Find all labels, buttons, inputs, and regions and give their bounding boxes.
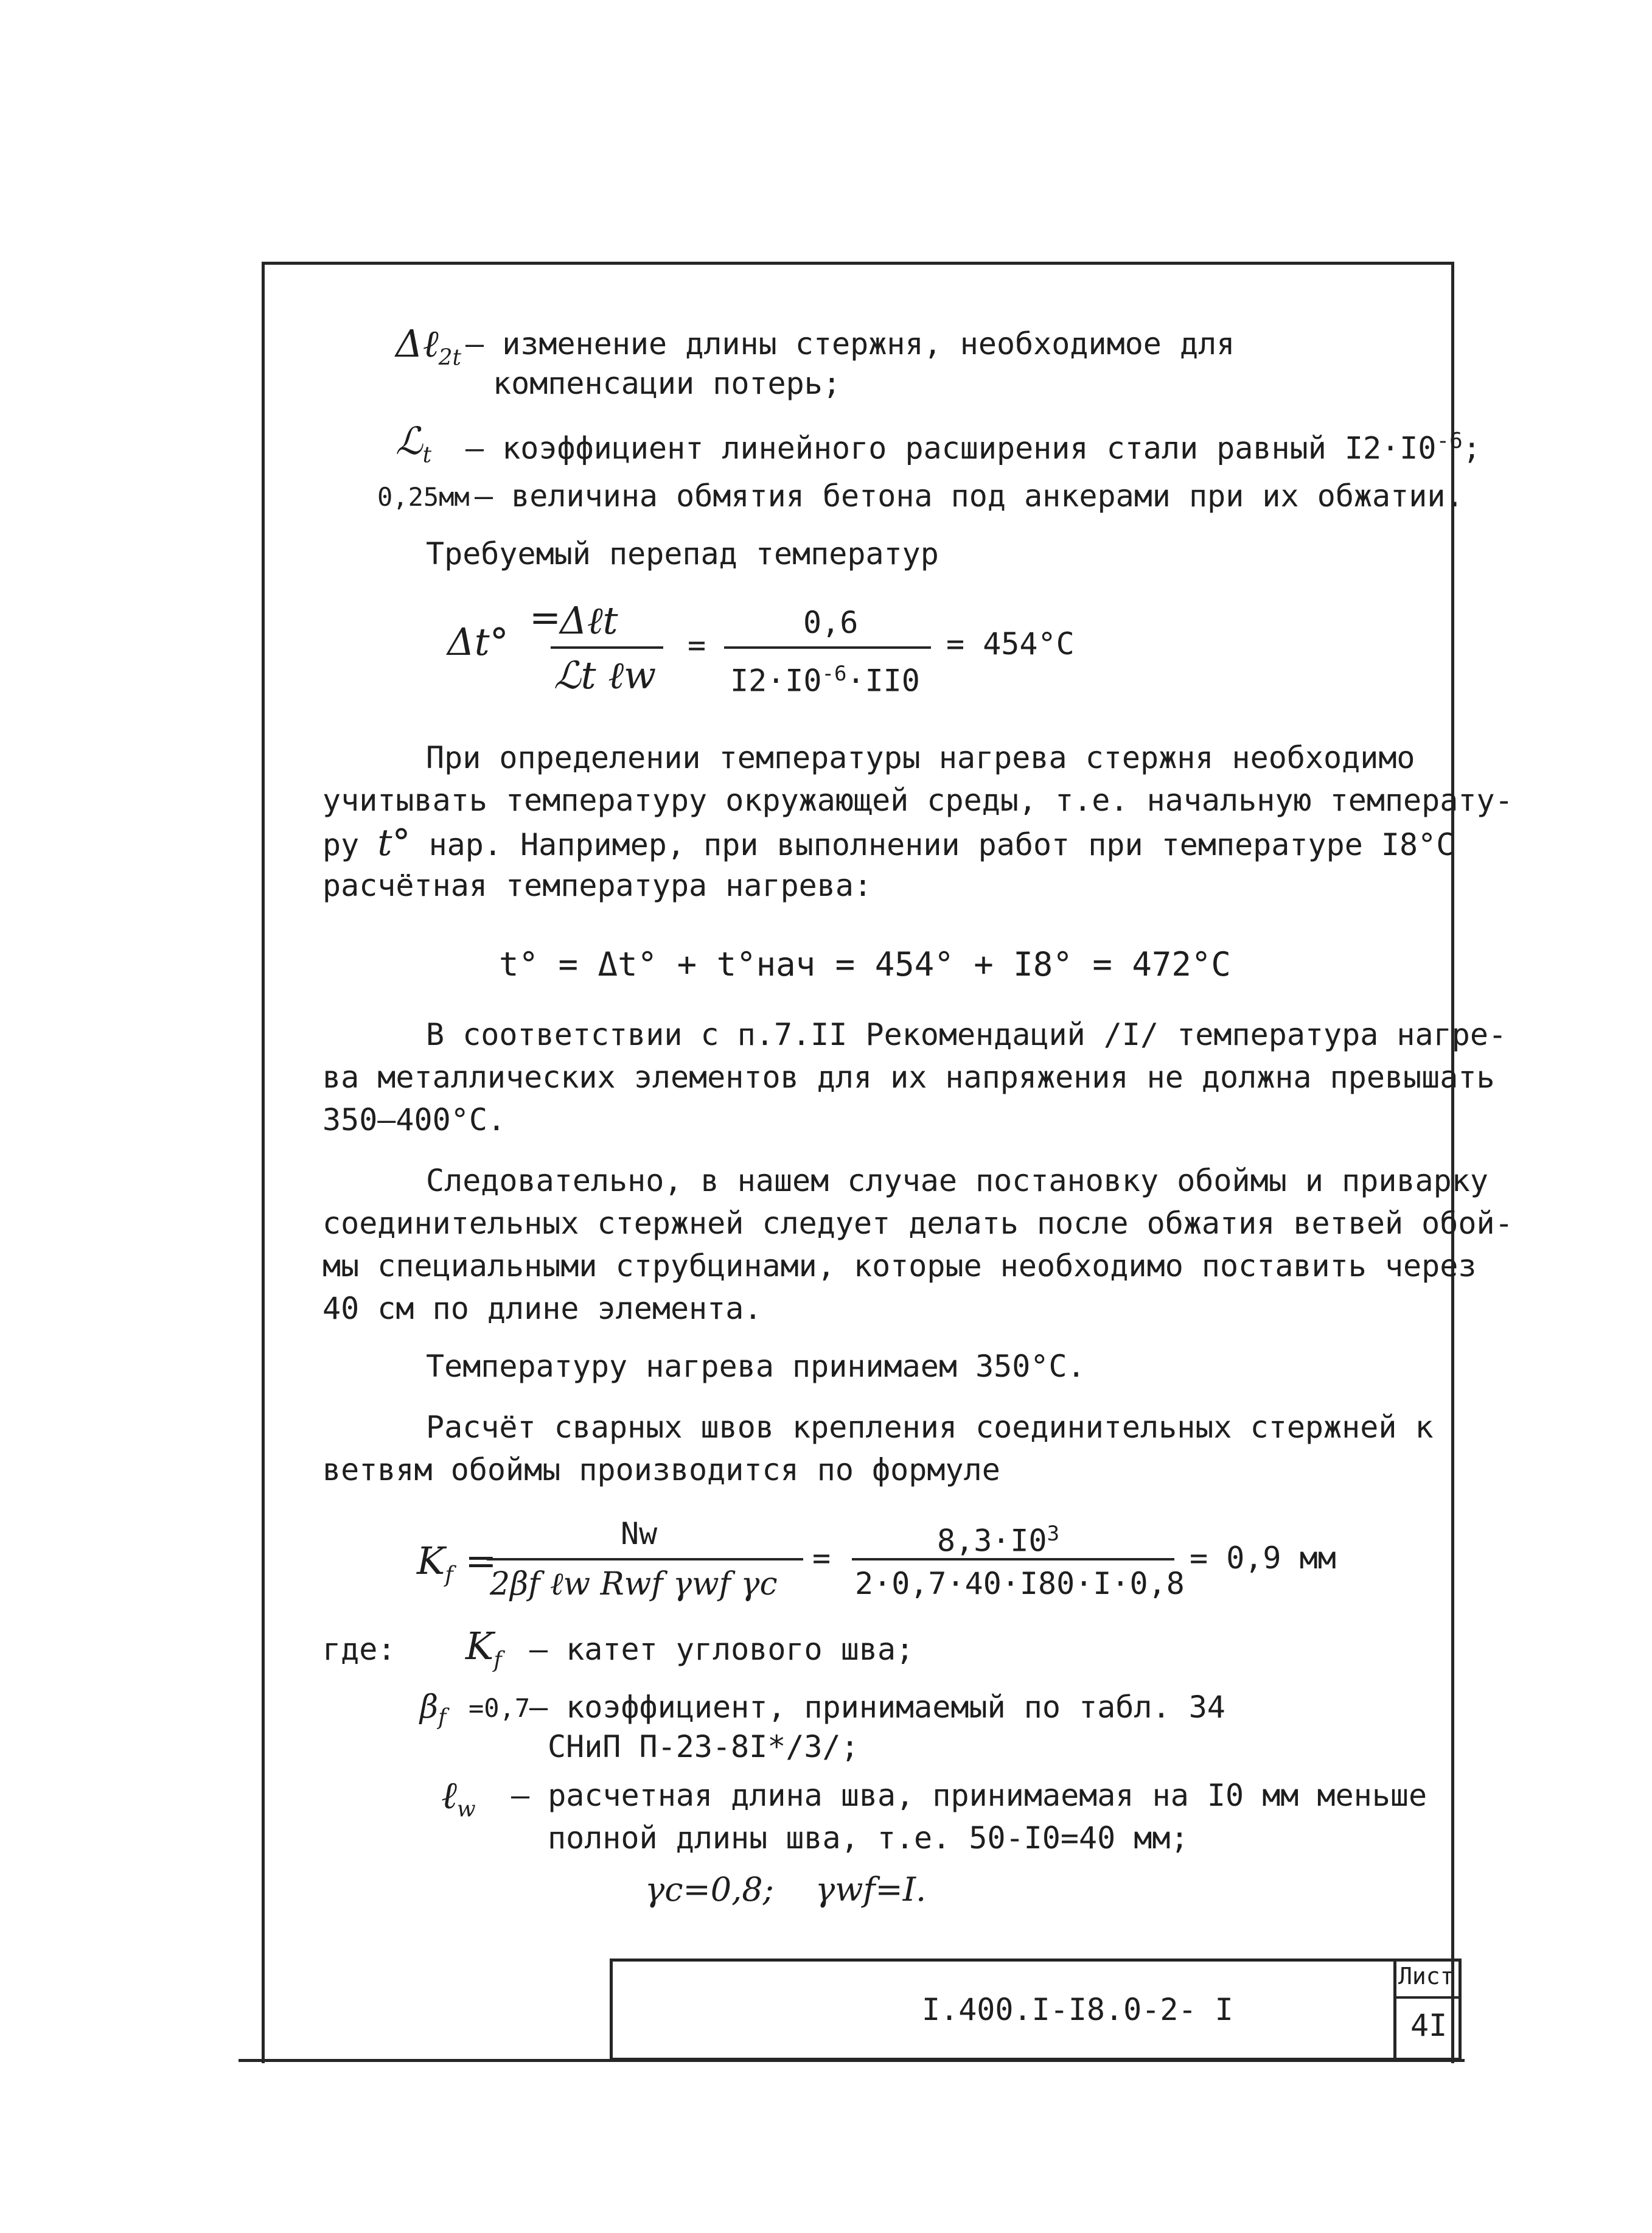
delta-l-definition-line2: компенсации потерь; <box>493 366 841 401</box>
kf-symbol: $K_f$ <box>465 1624 502 1673</box>
beta-f-symbol: $\beta_f$ <box>420 1689 447 1730</box>
paragraph2-line1: В соответствии с п.7.II Рекомендаций /I/ температура нагре- <box>426 1017 1507 1052</box>
sheet-number: 4I <box>1410 2008 1448 2043</box>
formula2: t° = Δt° + t°нач = 454° + I8° = 472°С <box>499 945 1231 984</box>
temperature-drop-heading: Требуемый перепад температур <box>426 536 939 571</box>
formula3-result: = 0,9 мм <box>1190 1540 1336 1576</box>
alpha-t-symbol: ℒ$_t$ <box>396 419 432 468</box>
where-label: где: <box>322 1632 396 1667</box>
alpha-t-definition: – коэффициент линейного расширения стали равный $I2\cdot I0^{-6}$; <box>465 428 1481 466</box>
formula3-numerator1: Nw <box>621 1516 658 1551</box>
sheet-label: Лист <box>1398 1963 1454 1990</box>
formula3-fraction-line1 <box>487 1558 803 1560</box>
formula1-lhs: Δt° <box>447 620 509 664</box>
paragraph2-line2: ва металлических элементов для их напряжения не должна превышать <box>322 1060 1495 1095</box>
paragraph1-line1: При определении температуры нагрева стержня необходимо <box>426 740 1415 775</box>
beta-f-definition-line1: – коэффициент, принимаемый по табл. 34 <box>529 1690 1225 1725</box>
paragraph3-line1: Следовательно, в нашем случае постановку обоймы и приварку <box>426 1163 1488 1198</box>
formula1-numerator1: Δℓt <box>560 598 618 643</box>
paragraph5-line1: Расчёт сварных швов крепления соединительных стержней к <box>426 1410 1434 1445</box>
formula1-result: = 454°С <box>946 626 1075 662</box>
document-code: I.400.I-I8.0-2- I <box>922 1992 1233 2027</box>
paragraph2-line3: 350–400°С. <box>322 1102 506 1137</box>
gamma-c-value: γc=0,8; <box>645 1870 774 1909</box>
formula1-equals: = <box>688 627 706 663</box>
kf-definition: – катет углового шва; <box>529 1632 915 1667</box>
formula3-fraction-line2 <box>852 1558 1174 1560</box>
paragraph1-line2: учитывать температуру окружающей среды, т.е. начальную температу- <box>322 783 1513 818</box>
delta-l-definition-line1: – изменение длины стержня, необходимое для <box>465 326 1235 362</box>
sheet-cell-divider <box>1396 1996 1462 1999</box>
formula3-denominator2: 2·0,7·40·I80·I·0,8 <box>855 1566 1185 1601</box>
lw-definition-line1: – расчетная длина шва, принимаемая на I0 мм меньше <box>511 1778 1427 1813</box>
paragraph3-line4: 40 см по длине элемента. <box>322 1291 762 1326</box>
formula3-denominator1: 2βf ℓw Rwf γwf γc <box>490 1566 778 1602</box>
formula3-equals: = <box>812 1540 831 1576</box>
beta-f-definition-line2: СНиП П-23-8I*/3/; <box>548 1729 859 1764</box>
formula1-fraction-line2 <box>724 646 931 649</box>
formula1-lhs-eq: = <box>529 595 561 640</box>
formula3-numerator2: $8,3\cdot I0^3$ <box>937 1522 1060 1559</box>
value-025mm: 0,25мм <box>377 482 470 512</box>
paragraph1-line4: расчётная температура нагрева: <box>322 868 873 903</box>
concrete-crush-definition: – величина обмятия бетона под анкерами при их обжатии. <box>475 478 1464 514</box>
gamma-wf-value: γwf=I. <box>815 1870 927 1909</box>
paragraph4: Температуру нагрева принимаем 350°С. <box>426 1349 1086 1384</box>
paragraph5-line2: ветвям обоймы производится по формуле <box>322 1452 1000 1487</box>
delta-l-symbol: Δℓ$_{2t}$ <box>396 321 461 371</box>
paragraph3-line2: соединительных стержней следует делать после обжатия ветвей обой- <box>322 1206 1513 1241</box>
lw-definition-line2: полной длины шва, т.е. 50-I0=40 мм; <box>548 1820 1189 1856</box>
paragraph3-line3: мы специальными струбцинами, которые необходимо поставить через <box>322 1248 1477 1284</box>
formula3-lhs: $K_f$ = <box>417 1539 497 1588</box>
paragraph1-line3: ру t° нар. Например, при выполнении работ при температуре I8°С <box>322 822 1455 864</box>
formula1-denominator2: $I2\cdot I0^{-6}\cdot II0$ <box>730 662 920 699</box>
lw-symbol: ℓ$_w$ <box>441 1773 476 1822</box>
formula1-fraction-line1 <box>551 646 663 649</box>
beta-f-value: =0,7 <box>469 1693 531 1723</box>
formula1-numerator2: 0,6 <box>803 605 859 640</box>
formula1-denominator1: ℒt ℓw <box>554 653 657 697</box>
